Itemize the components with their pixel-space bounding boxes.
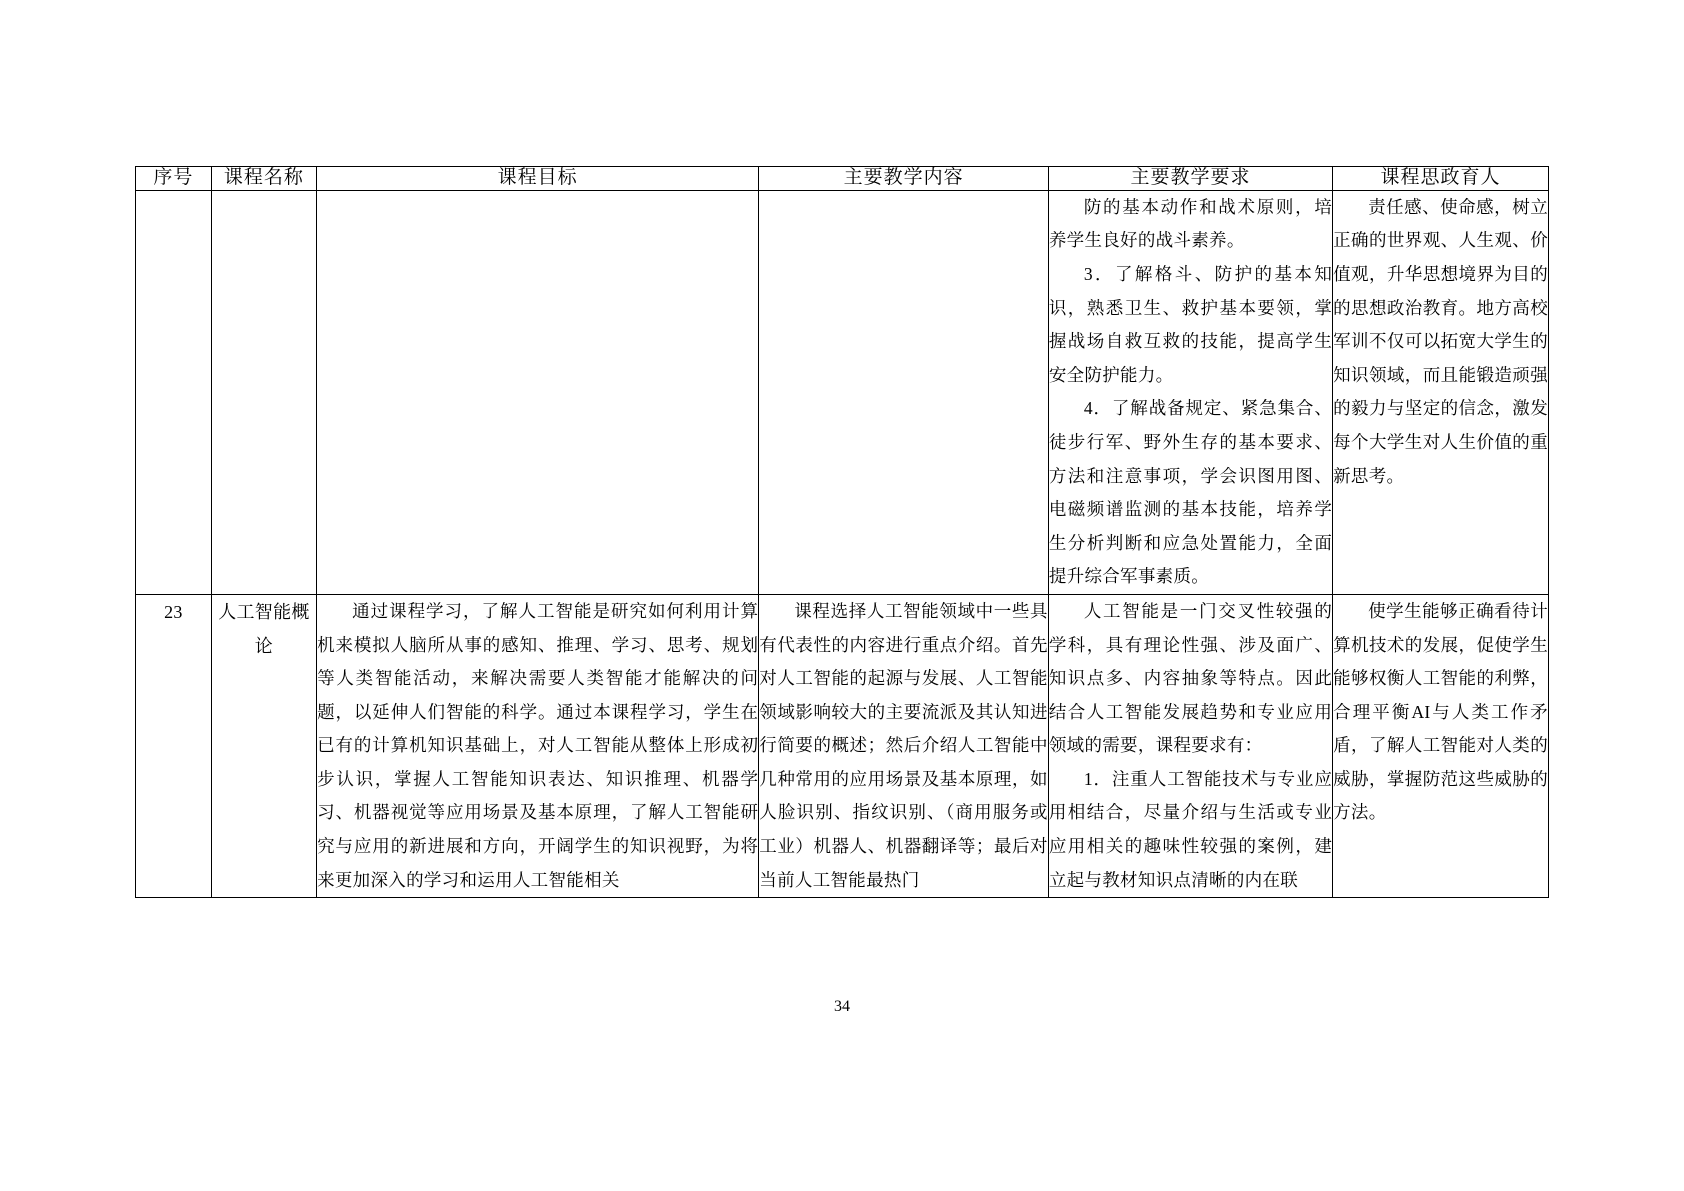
- course-table: [135, 166, 1549, 898]
- cell-seq: 23: [136, 594, 212, 897]
- page-number: 34: [834, 998, 850, 1015]
- header-course-name: 课程名称: [211, 167, 316, 191]
- header-ideological-education: 课程思政育人: [1333, 167, 1549, 191]
- cell-seq: [136, 190, 212, 594]
- header-teaching-requirement: 主要教学要求: [1048, 167, 1332, 191]
- header-seq: 序号: [136, 167, 212, 191]
- cell-teaching-content: [759, 190, 1049, 594]
- cell-course-name: [211, 190, 316, 594]
- table-row: [136, 190, 1549, 594]
- table-header-row: [136, 167, 1549, 191]
- header-teaching-content: 主要教学内容: [759, 167, 1049, 191]
- cell-teaching-content: 课程选择人工智能领域中一些具有代表性的内容进行重点介绍。首先对人工智能的起源与发展、人工智能领域影响较大的主要流派及其认知进行简要的概述；然后介绍人工智能中几种常用的应用场景及基本原理，如人脸识别、指纹识别、（商用服务或工业）机器人、机器翻译等；最后对当前人工智能最热门: [759, 594, 1049, 897]
- header-course-goal: 课程目标: [317, 167, 759, 191]
- cell-course-name: 人工智能概论: [211, 594, 316, 897]
- cell-ideological-education: 责任感、使命感，树立正确的世界观、人生观、价值观，升华思想境界为目的的思想政治教育。地方高校军训不仅可以拓宽大学生的知识领域，而且能锻造顽强的毅力与坚定的信念，激发每个大学生对人生价值的重新思考。: [1333, 190, 1549, 594]
- cell-teaching-requirement: 防的基本动作和战术原则，培养学生良好的战斗素养。 3．了解格斗、防护的基本知识，熟悉卫生、救护基本要领，掌握战场自救互救的技能，提高学生安全防护能力。 4．了解战备规定、紧急集合、徒步行军、野外生存的基本要求、方法和注意事项，学会识图用图、电磁频谱监测的基本技能，培养学生分析判断和应急处置能力，全面提升综合军事素质。: [1048, 190, 1332, 594]
- cell-ideological-education: 使学生能够正确看待计算机技术的发展，促使学生能够权衡人工智能的利弊，合理平衡AI与人类工作矛盾，了解人工智能对人类的威胁，掌握防范这些威胁的方法。: [1333, 594, 1549, 897]
- cell-course-goal: [317, 190, 759, 594]
- cell-teaching-requirement: 人工智能是一门交叉性较强的学科，具有理论性强、涉及面广、知识点多、内容抽象等特点。因此结合人工智能发展趋势和专业应用领域的需要，课程要求有： 1．注重人工智能技术与专业应用相结合，尽量介绍与生活或专业应用相关的趣味性较强的案例，建立起与教材知识点清晰的内在联: [1048, 594, 1332, 897]
- cell-course-goal: 通过课程学习，了解人工智能是研究如何利用计算机来模拟人脑所从事的感知、推理、学习、思考、规划等人类智能活动，来解决需要人类智能才能解决的问题，以延伸人们智能的科学。通过本课程学习，学生在已有的计算机知识基础上，对人工智能从整体上形成初步认识，掌握人工智能知识表达、知识推理、机器学习、机器视觉等应用场景及基本原理，了解人工智能研究与应用的新进展和方向，开阔学生的知识视野，为将来更加深入的学习和运用人工智能相关: [317, 594, 759, 897]
- table-row: [136, 594, 1549, 897]
